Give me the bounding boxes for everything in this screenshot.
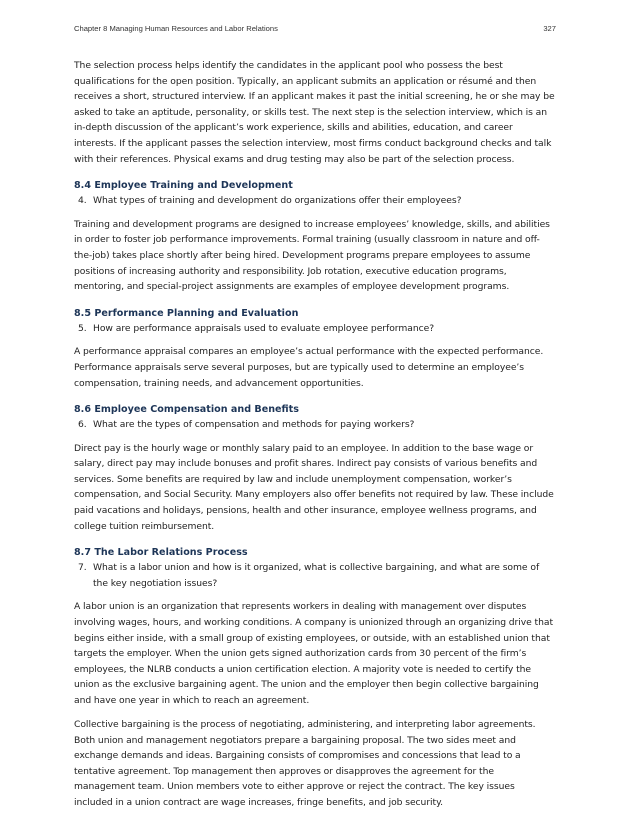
answer-paragraph: A performance appraisal compares an employee’s actual performance with the expected performance. Performance appraisals serve several purposes, but are typically used to determine an employee’s compensation, training needs, and advancement opportunities. bbox=[74, 346, 544, 389]
question-number: 7. bbox=[78, 562, 87, 574]
review-question bbox=[74, 417, 556, 433]
question-number: 4. bbox=[78, 195, 87, 207]
question-text: How are performance appraisals used to evaluate employee performance? bbox=[93, 322, 435, 334]
question-text: What types of training and development do organizations offer their employees? bbox=[93, 195, 462, 207]
section-8-5 bbox=[74, 307, 556, 391]
page-content bbox=[74, 58, 556, 819]
page-number: 327 bbox=[543, 24, 556, 33]
question-text: What are the types of compensation and methods for paying workers? bbox=[93, 419, 415, 431]
section-heading: 8.4 Employee Training and Development bbox=[74, 180, 293, 192]
review-question bbox=[74, 560, 556, 591]
question-number: 6. bbox=[78, 419, 87, 431]
answer-paragraph: Training and development programs are designed to increase employees’ knowledge, skills, and abilities in order to foster job performance improvements. Formal training (usually classroom in nature and off-the-job) takes place shortly after being hired. Development programs prepare employees to assume positions of increasing authority and responsibility. Job rotation, executive education programs, mentoring, and special-project assignments are examples of employee development programs. bbox=[74, 218, 550, 293]
section-heading: 8.5 Performance Planning and Evaluation bbox=[74, 307, 299, 319]
answer-paragraph: Direct pay is the hourly wage or monthly salary paid to an employee. In addition to the base wage or salary, direct pay may include bonuses and profit shares. Indirect pay consists of various benefits and services. Some benefits are required by law and include unemployment compensation, worker’s compensation, and Social Security. Many employers also offer benefits not required by law. These include paid vacations and holidays, pensions, health and other insurance, employee wellness programs, and college tuition reimbursement. bbox=[74, 442, 554, 532]
question-number: 5. bbox=[78, 322, 87, 334]
answer-paragraph: A labor union is an organization that represents workers in dealing with management over disputes involving wages, hours, and working conditions. A company is unionized through an organizing drive that begins either inside, with a small group of existing employees, or outside, with an established union that targets the employer. When the union gets signed authorization cards from 30 percent of the firm’s employees, the NLRB conducts a union certification election. A majority vote is needed to certify the union as the exclusive bargaining agent. The union and the employer then begin collective bargaining and have one year in which to reach an agreement. bbox=[74, 601, 554, 706]
question-text: What is a labor union and how is it organized, what is collective bargaining, and what are some of the key negotiation issues? bbox=[93, 562, 540, 589]
section-8-6 bbox=[74, 403, 556, 534]
section-8-4 bbox=[74, 179, 556, 295]
chapter-title: Chapter 8 Managing Human Resources and Labor Relations bbox=[74, 24, 278, 33]
review-question bbox=[74, 321, 556, 337]
section-8-7 bbox=[74, 546, 556, 810]
intro-paragraph: The selection process helps identify the candidates in the applicant pool who possess the best qualifications for the open position. Typically, an applicant submits an application or résumé and then receives a short, structured interview. If an applicant makes it past the initial screening, he or she may be asked to take an aptitude, personality, or skills test. The next step is the selection interview, which is an in-depth discussion of the applicant’s work experience, skills and abilities, education, and career interests. If the applicant passes the selection interview, most firms conduct background checks and talk with their references. Physical exams and drug testing may also be part of the selection process. bbox=[74, 60, 555, 165]
section-heading: 8.6 Employee Compensation and Benefits bbox=[74, 404, 299, 416]
review-question bbox=[74, 193, 556, 209]
section-heading: 8.7 The Labor Relations Process bbox=[74, 547, 248, 559]
answer-paragraph: Collective bargaining is the process of negotiating, administering, and interpreting labor agreements. Both union and management negotiators prepare a bargaining proposal. The two sides meet and exchange demands and ideas. Bargaining consists of compromises and concessions that lead to a tentative agreement. Top management then approves or disapproves the agreement for the management team. Union members vote to either approve or reject the contract. The key issues included in a union contract are wage increases, fringe benefits, and job security. bbox=[74, 719, 536, 809]
running-header bbox=[74, 24, 556, 36]
